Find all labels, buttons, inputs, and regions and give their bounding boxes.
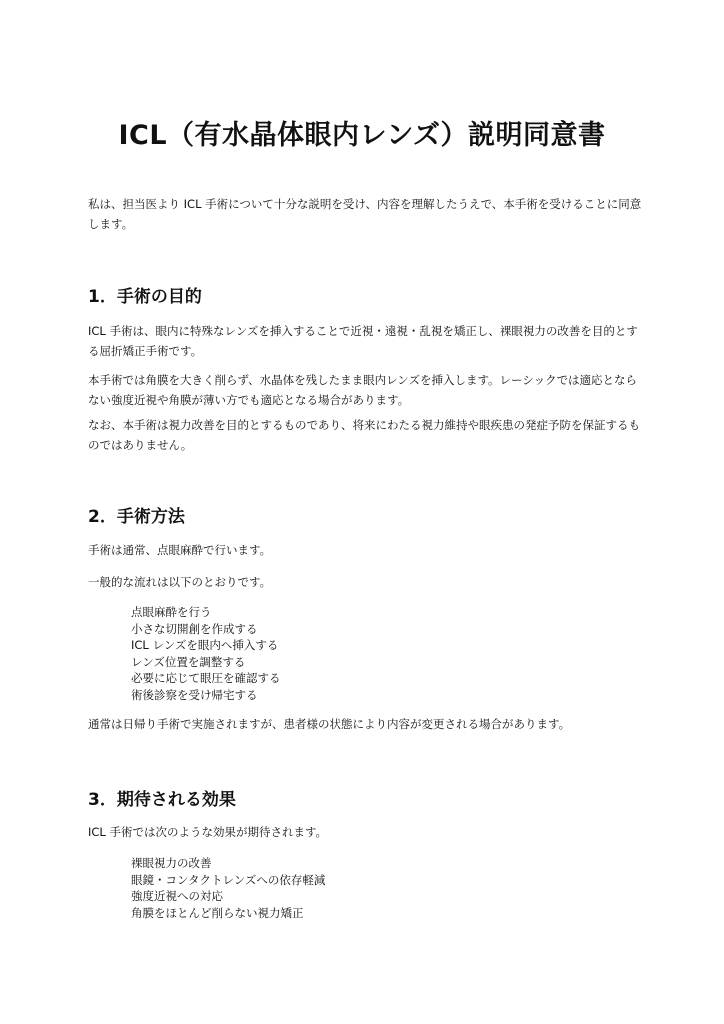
list-item: ICL レンズを眼内へ挿入する [131,638,279,652]
section-3-heading: 3．期待される効果 [88,790,236,810]
section-2-paragraph-2: 一般的な流れは以下のとおりです。 [88,575,272,589]
list-item: 角膜をほとんど削らない視力矯正 [131,905,304,920]
list-item: 小さな切開創を作成する [131,621,258,636]
list-item: 眼鏡・コンタクトレンズへの依存軽減 [131,872,326,887]
section-1-paragraph-1: ICL 手術は、眼内に特殊なレンズを挿入することで近視・遠視・乱視を矯正し、裸眼視力の改善を目的とする屈折矯正手術です。 [88,324,638,358]
expected-effects-list [131,855,611,921]
list-item: レンズ位置を調整する [131,654,246,669]
section-1-paragraph-2: 本手術では角膜を大きく削らず、水晶体を残したまま眼内レンズを挿入します。レーシックでは適応とならない強度近視や角膜が薄い方でも適応となる場合があります。 [88,373,638,407]
list-item: 強度近視への対応 [131,889,223,903]
section-2-paragraph-3: 通常は日帰り手術で実施されますが、患者様の状態により内容が変更される場合があります。 [88,717,571,731]
procedure-steps-list [131,604,611,703]
list-item: 術後診察を受け帰宅する [131,687,258,702]
consent-statement: 私は、担当医より ICL 手術について十分な説明を受け、内容を理解したうえで、本手術を受けることに同意します。 [88,197,642,231]
list-item: 裸眼視力の改善 [131,856,212,870]
section-3-paragraph-1: ICL 手術では次のような効果が期待されます。 [88,825,328,839]
document-title: ICL（有水晶体眼内レンズ）説明同意書 [118,120,606,151]
section-1-heading: 1．手術の目的 [88,287,202,307]
section-2-paragraph-1: 手術は通常、点眼麻酔で行います。 [88,543,272,557]
section-2-heading: 2．手術方法 [88,507,185,527]
list-item: 点眼麻酔を行う [131,605,212,619]
section-1-paragraph-3: なお、本手術は視力改善を目的とするものであり、将来にわたる視力維持や眼疾患の発症予防を保証するものではありません。 [88,418,640,452]
list-item: 必要に応じて眼圧を確認する [131,671,281,685]
